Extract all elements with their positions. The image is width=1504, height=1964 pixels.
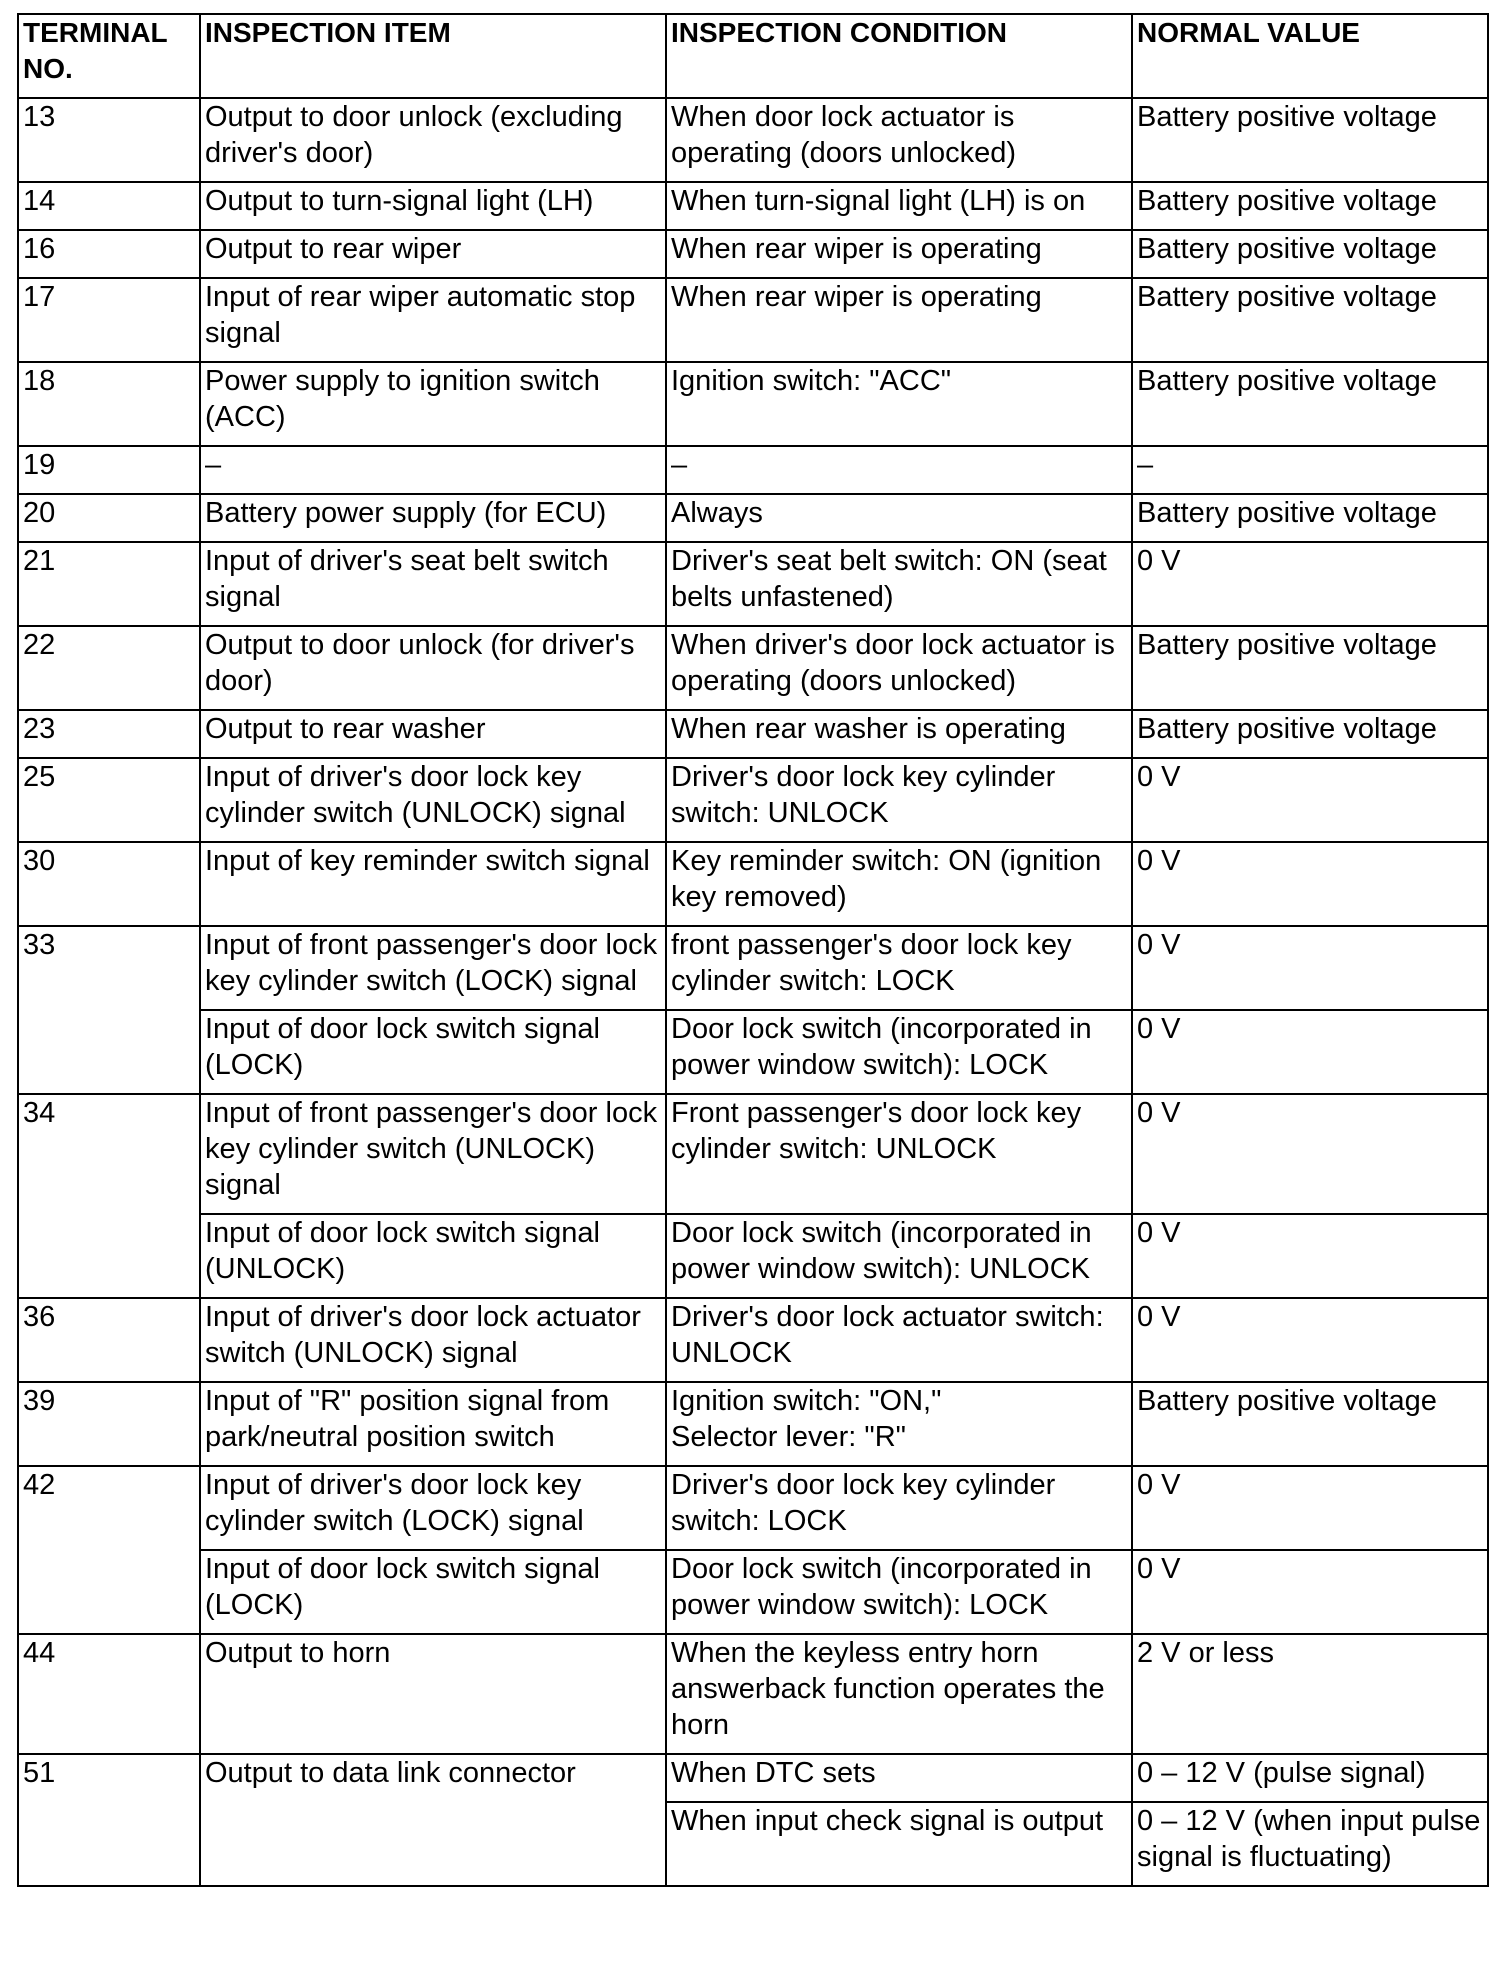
inspection-item-cell: Input of rear wiper automatic stop signal (200, 278, 666, 362)
terminal-number-cell: 39 (18, 1382, 200, 1466)
table-header-row (18, 14, 1488, 98)
normal-value-cell: 0 V (1132, 1466, 1488, 1550)
inspection-condition-cell: When rear wiper is operating (666, 278, 1132, 362)
terminal-number-cell: 19 (18, 446, 200, 494)
header-inspection-condition: INSPECTION CONDITION (666, 14, 1132, 98)
table-row (18, 1010, 1488, 1094)
table-row (18, 1754, 1488, 1802)
inspection-condition-cell: When driver's door lock actuator is operating (doors unlocked) (666, 626, 1132, 710)
normal-value-cell: 2 V or less (1132, 1634, 1488, 1754)
inspection-item-cell: Output to door unlock (for driver's door) (200, 626, 666, 710)
normal-value-cell: 0 – 12 V (when input pulse signal is fluctuating) (1132, 1802, 1488, 1886)
table-row (18, 446, 1488, 494)
inspection-item-cell: Battery power supply (for ECU) (200, 494, 666, 542)
terminal-number-cell: 21 (18, 542, 200, 626)
inspection-item-cell: Input of driver's door lock actuator switch (UNLOCK) signal (200, 1298, 666, 1382)
inspection-item-cell: – (200, 446, 666, 494)
normal-value-cell: 0 V (1132, 926, 1488, 1010)
normal-value-cell: 0 V (1132, 758, 1488, 842)
header-terminal-no: TERMINAL NO. (18, 14, 200, 98)
terminal-number-cell: 18 (18, 362, 200, 446)
normal-value-cell: Battery positive voltage (1132, 278, 1488, 362)
inspection-condition-cell: Ignition switch: "ON," Selector lever: "R" (666, 1382, 1132, 1466)
inspection-condition-cell: Front passenger's door lock key cylinder switch: UNLOCK (666, 1094, 1132, 1214)
normal-value-cell: 0 V (1132, 842, 1488, 926)
normal-value-cell: 0 V (1132, 542, 1488, 626)
terminal-number-cell: 17 (18, 278, 200, 362)
table-row (18, 362, 1488, 446)
table-row (18, 98, 1488, 182)
normal-value-cell: 0 V (1132, 1298, 1488, 1382)
terminal-number-cell: 23 (18, 710, 200, 758)
inspection-item-cell: Output to turn-signal light (LH) (200, 182, 666, 230)
inspection-item-cell: Input of door lock switch signal (LOCK) (200, 1550, 666, 1634)
inspection-item-cell: Input of key reminder switch signal (200, 842, 666, 926)
normal-value-cell: 0 V (1132, 1010, 1488, 1094)
inspection-condition-cell: Door lock switch (incorporated in power window switch): LOCK (666, 1550, 1132, 1634)
table-row (18, 626, 1488, 710)
terminal-number-cell: 30 (18, 842, 200, 926)
table-row (18, 182, 1488, 230)
inspection-condition-cell: Always (666, 494, 1132, 542)
inspection-item-cell: Output to rear wiper (200, 230, 666, 278)
terminal-number-cell: 14 (18, 182, 200, 230)
normal-value-cell: Battery positive voltage (1132, 182, 1488, 230)
table-row (18, 1550, 1488, 1634)
inspection-item-cell: Input of door lock switch signal (UNLOCK) (200, 1214, 666, 1298)
inspection-item-cell: Input of driver's door lock key cylinder switch (LOCK) signal (200, 1466, 666, 1550)
table-row (18, 842, 1488, 926)
table-row (18, 1298, 1488, 1382)
inspection-table-sheet (17, 13, 1487, 1887)
table-row (18, 710, 1488, 758)
terminal-inspection-table (17, 13, 1489, 1887)
table-row (18, 1466, 1488, 1550)
header-normal-value: NORMAL VALUE (1132, 14, 1488, 98)
table-row (18, 278, 1488, 362)
inspection-condition-cell: When door lock actuator is operating (doors unlocked) (666, 98, 1132, 182)
terminal-number-cell: 36 (18, 1298, 200, 1382)
normal-value-cell: Battery positive voltage (1132, 362, 1488, 446)
inspection-item-cell: Output to door unlock (excluding driver's door) (200, 98, 666, 182)
normal-value-cell: Battery positive voltage (1132, 230, 1488, 278)
terminal-number-cell: 13 (18, 98, 200, 182)
inspection-item-cell: Output to data link connector (200, 1754, 666, 1886)
normal-value-cell: Battery positive voltage (1132, 710, 1488, 758)
inspection-item-cell: Power supply to ignition switch (ACC) (200, 362, 666, 446)
terminal-number-cell: 42 (18, 1466, 200, 1634)
inspection-condition-cell: Driver's door lock actuator switch: UNLOCK (666, 1298, 1132, 1382)
normal-value-cell: Battery positive voltage (1132, 494, 1488, 542)
inspection-item-cell: Input of door lock switch signal (LOCK) (200, 1010, 666, 1094)
inspection-item-cell: Output to horn (200, 1634, 666, 1754)
terminal-number-cell: 44 (18, 1634, 200, 1754)
inspection-condition-cell: When DTC sets (666, 1754, 1132, 1802)
table-row (18, 1094, 1488, 1214)
inspection-condition-cell: Ignition switch: "ACC" (666, 362, 1132, 446)
inspection-item-cell: Input of "R" position signal from park/neutral position switch (200, 1382, 666, 1466)
inspection-condition-cell: When the keyless entry horn answerback function operates the horn (666, 1634, 1132, 1754)
table-body (18, 98, 1488, 1886)
inspection-item-cell: Input of driver's seat belt switch signal (200, 542, 666, 626)
table-row (18, 542, 1488, 626)
inspection-condition-cell: – (666, 446, 1132, 494)
table-row (18, 1382, 1488, 1466)
terminal-number-cell: 22 (18, 626, 200, 710)
inspection-condition-cell: When rear wiper is operating (666, 230, 1132, 278)
terminal-number-cell: 16 (18, 230, 200, 278)
terminal-number-cell: 34 (18, 1094, 200, 1298)
inspection-condition-cell: Driver's door lock key cylinder switch: UNLOCK (666, 758, 1132, 842)
header-inspection-item: INSPECTION ITEM (200, 14, 666, 98)
inspection-item-cell: Input of driver's door lock key cylinder switch (UNLOCK) signal (200, 758, 666, 842)
table-row (18, 1214, 1488, 1298)
table-row (18, 1634, 1488, 1754)
normal-value-cell: 0 V (1132, 1550, 1488, 1634)
inspection-item-cell: Input of front passenger's door lock key cylinder switch (LOCK) signal (200, 926, 666, 1010)
inspection-condition-cell: Door lock switch (incorporated in power window switch): LOCK (666, 1010, 1132, 1094)
normal-value-cell: Battery positive voltage (1132, 98, 1488, 182)
normal-value-cell: 0 V (1132, 1094, 1488, 1214)
inspection-condition-cell: Door lock switch (incorporated in power window switch): UNLOCK (666, 1214, 1132, 1298)
normal-value-cell: – (1132, 446, 1488, 494)
inspection-condition-cell: Driver's door lock key cylinder switch: LOCK (666, 1466, 1132, 1550)
terminal-number-cell: 25 (18, 758, 200, 842)
inspection-item-cell: Output to rear washer (200, 710, 666, 758)
inspection-condition-cell: Key reminder switch: ON (ignition key removed) (666, 842, 1132, 926)
normal-value-cell: Battery positive voltage (1132, 1382, 1488, 1466)
inspection-condition-cell: When input check signal is output (666, 1802, 1132, 1886)
normal-value-cell: 0 – 12 V (pulse signal) (1132, 1754, 1488, 1802)
table-row (18, 926, 1488, 1010)
normal-value-cell: Battery positive voltage (1132, 626, 1488, 710)
terminal-number-cell: 20 (18, 494, 200, 542)
normal-value-cell: 0 V (1132, 1214, 1488, 1298)
table-row (18, 230, 1488, 278)
terminal-number-cell: 51 (18, 1754, 200, 1886)
terminal-number-cell: 33 (18, 926, 200, 1094)
table-row (18, 758, 1488, 842)
inspection-condition-cell: When turn-signal light (LH) is on (666, 182, 1132, 230)
inspection-condition-cell: front passenger's door lock key cylinder switch: LOCK (666, 926, 1132, 1010)
inspection-condition-cell: When rear washer is operating (666, 710, 1132, 758)
inspection-condition-cell: Driver's seat belt switch: ON (seat belts unfastened) (666, 542, 1132, 626)
table-row (18, 494, 1488, 542)
inspection-item-cell: Input of front passenger's door lock key cylinder switch (UNLOCK) signal (200, 1094, 666, 1214)
